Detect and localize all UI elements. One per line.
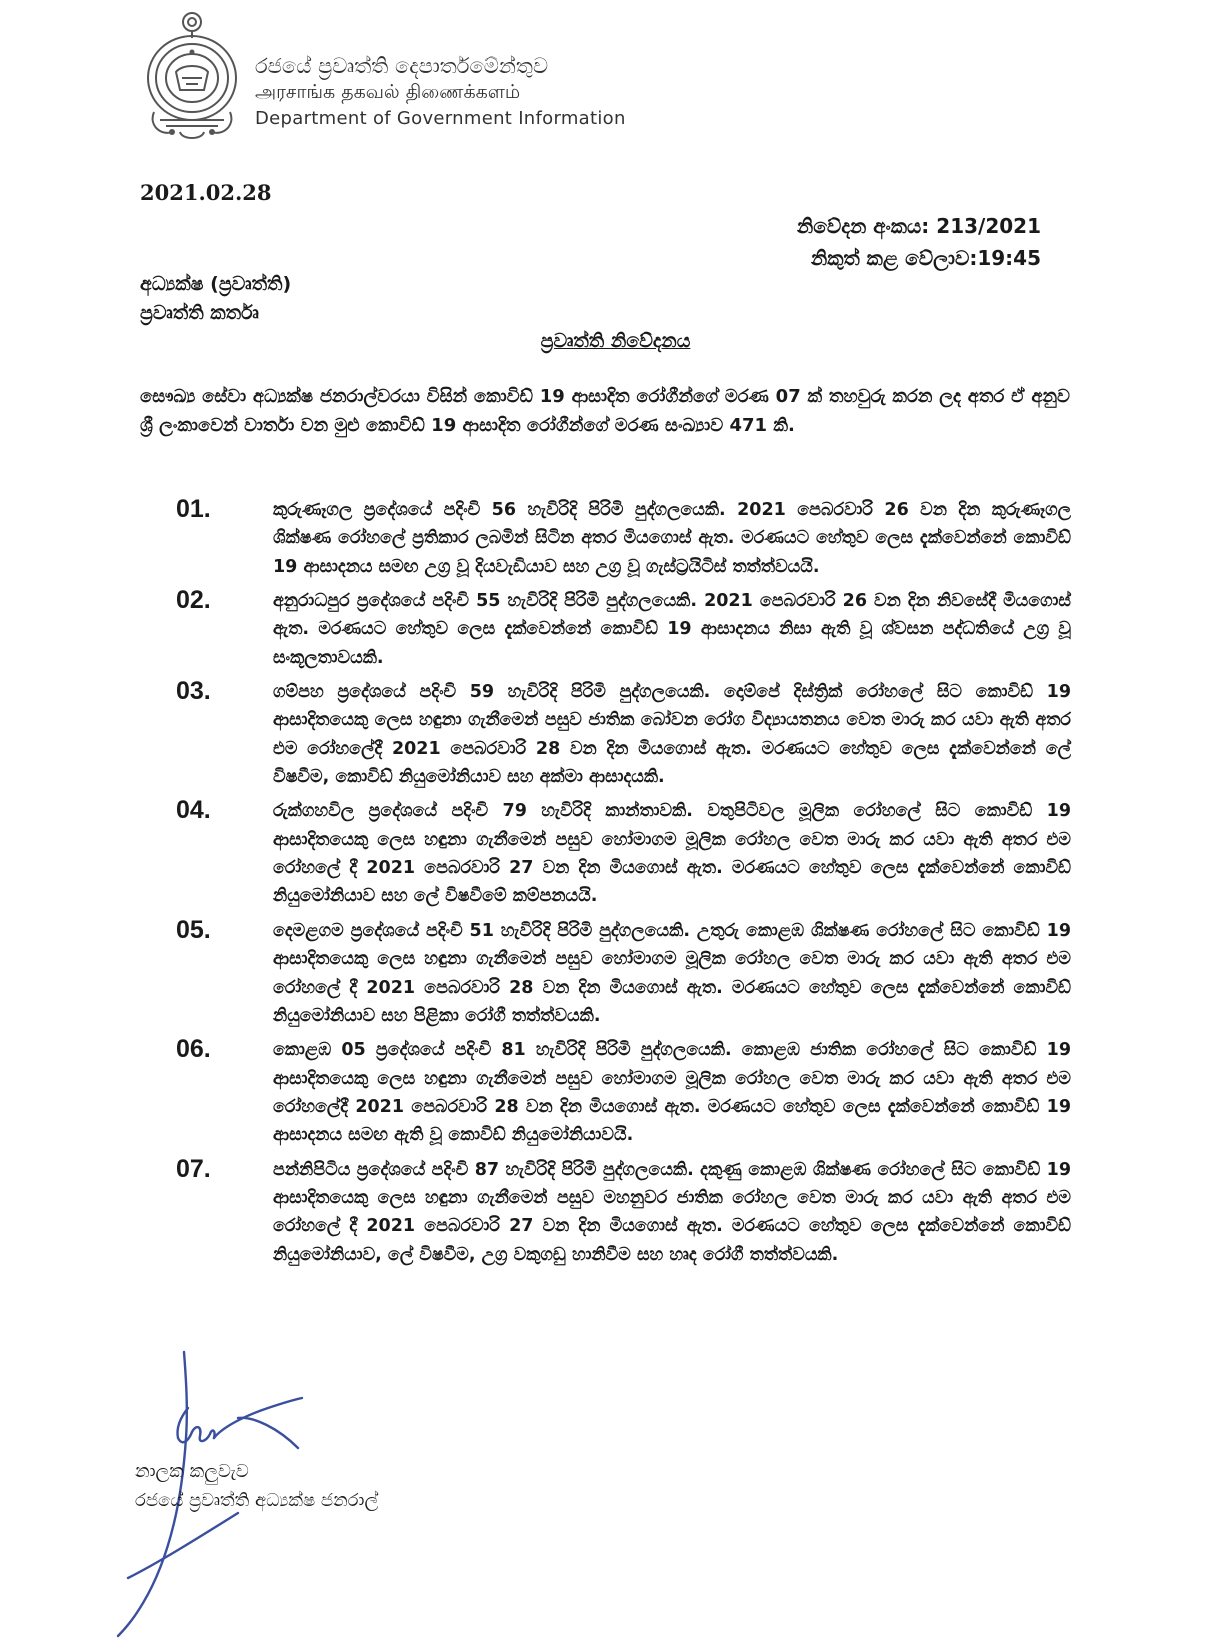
case-text: කුරුණෑගල ප්‍රදේශයේ පදිංචි 56 හැවිරිදි පිරිමි පුද්ගලයෙකි. 2021 පෙබරවාරි 26 වන දින කුරුණෑගල ශික්ෂණ රෝහලේ ප්‍රතිකාර ලබමින් සිටින අතර මියගොස් ඇත. මරණයට හේතුව ලෙස දැක්වෙන්නේ කොවිඩ් 19 ආසාදනය සමඟ උග්‍ර වූ දියවැඩියාව සහ උග්‍ර වූ ගැස්ට්‍රයිටිස් තත්ත්වයයි.: [273, 500, 1071, 577]
release-time: නිකුත් කළ වේලාව:19:45: [810, 246, 1041, 270]
signer-title: රජයේ ප්‍රවෘත්ති අධ්‍යක්ෂ ජනරාල්: [135, 1489, 379, 1511]
case-number: 01.: [176, 495, 211, 523]
case-number: 03.: [176, 677, 211, 706]
case-text: අනුරාධපුර ප්‍රදේශයේ පදිංචි 55 හැවිරිදි පිරිමි පුද්ගලයෙකි. 2021 පෙබරවාරි 26 වන දින නිවසේදී මියගොස් ඇත. මරණයට හේතුව ලෙස දැක්වෙන්නේ කොවිඩ් 19 ආසාදනය නිසා ඇති වූ ශ්වසන පද්ධතියේ උග්‍ර වූ සංකූලතාවයකි.: [273, 591, 1071, 668]
case-list: [176, 496, 1071, 1275]
dept-name-sinhala: රජයේ ප්‍රවෘත්ති දෙපාර්තමේන්තුව: [255, 54, 549, 78]
case-number: 05.: [176, 915, 211, 944]
intro-paragraph: සෞඛ්‍ය සේවා අධ්‍යක්ෂ ජනරාල්වරයා විසින් කොවිඩ් 19 ආසාදිත රෝගීන්ගේ මරණ 07 ක් තහවුරු කරන ලද අතර ඒ අනුව ශ්‍රී ලංකාවෙන් වාර්තා වන මුළු කොවිඩ් 19 ආසාදිත රෝගීන්ගේ මරණ සංඛ්‍යාව 471 කි.: [140, 386, 1070, 437]
case-item: [176, 917, 1071, 1030]
case-number: 04.: [176, 796, 211, 825]
case-text: කොළඹ 05 ප්‍රදේශයේ පදිංචි 81 හැවිරිදි පිරිමි පුද්ගලයෙකි. කොළඹ ජාතික රෝහලේ සිට කොවිඩ් 19 ආසාදිතයෙකු ලෙස හඳුනා ගැනීමෙන් පසුව හෝමාගම මූලික රෝහල වෙත මාරු කර යවා ඇති අතර එම රෝහලේදී 2021 පෙබරවාරි 28 වන දින මියගොස් ඇත. මරණයට හේතුව ලෙස දැක්වෙන්නේ කොවිඩ් 19 ආසාදනය සමඟ ඇති වූ කොවිඩ් නියුමෝනියාවයි.: [273, 1040, 1071, 1146]
recipient: ප්‍රවෘත්ති කර්තෘ: [140, 302, 259, 325]
case-text: දෙමළගම ප්‍රදේශයේ පදිංචි 51 හැවිරිදි පිරිමි පුද්ගලයෙකි. උතුරු කොළඹ ශික්ෂණ රෝහලේ සිට කොවිඩ් 19 ආසාදිතයෙකු ලෙස හඳුනා ගැනීමෙන් පසුව හෝමාගම මූලික රෝහල වෙත මාරු කර යවා ඇති අතර එම රෝහලේ දී 2021 පෙබරවාරි 28 වන දින මියගොස් ඇත. මරණයට හේතුව ලෙස දැක්වෙන්නේ කොවිඩ් නියුමෝනියාව සහ පිළිකා රෝගී තත්ත්වයකි.: [273, 920, 1071, 1026]
case-item: [176, 1036, 1071, 1149]
case-item: [176, 678, 1071, 791]
dept-name-tamil: அரசாங்க தகவல் திணைக்களம்: [255, 81, 521, 104]
case-item: [176, 496, 1071, 581]
document-heading: ප්‍රවෘත්ති නිවේදනය: [540, 330, 691, 352]
dept-name-english: Department of Government Information: [255, 107, 626, 129]
recipient: අධ්‍යක්ෂ (ප්‍රවෘත්ති): [140, 273, 292, 295]
case-item: [176, 1156, 1071, 1269]
case-text: පන්නිපිටිය ප්‍රදේශයේ පදිංචි 87 හැවිරිදි පිරිමි පුද්ගලයෙකි. දකුණු කොළඹ ශික්ෂණ රෝහලේ සිට කොවිඩ් 19 ආසාදිතයෙකු ලෙස හඳුනා ගැනීමෙන් පසුව මහනුවර ජාතික රෝහල වෙත මාරු කර යවා ඇති අතර එම රෝහලේ දී 2021 පෙබරවාරි 27 වන දින මියගොස් ඇත. මරණයට හේතුව ලෙස දැක්වෙන්නේ කොවිඩ් නියුමෝනියාව, ලේ විෂවීම, උග්‍ර වකුගඩු හානිවීම සහ හෘද රෝගී තත්ත්වයකි.: [273, 1159, 1071, 1265]
signer-block: [135, 1458, 378, 1516]
case-text: ගම්පහ ප්‍රදේශයේ පදිංචි 59 හැවිරිදි පිරිමි පුද්ගලයෙකි. දොම්පේ දිස්ත්‍රික් රෝහලේ සිට කොවිඩ් 19 ආසාදිතයෙකු ලෙස හඳුනා ගැනීමෙන් පසුව ජාතික බෝවන රෝග විද්‍යායතනය වෙත මාරු කර යවා ඇති අතර එම රෝහලේදී 2021 පෙබරවාරි 28 වන දින මියගොස් ඇත. මරණයට හේතුව ලෙස දැක්වෙන්නේ ලේ විෂවීම, කොවිඩ් නියුමෝනියාව සහ අක්මා ආසාදයකි.: [273, 682, 1071, 788]
case-number: 07.: [176, 1154, 211, 1183]
signer-name: නාලක කලුවැව: [135, 1461, 249, 1482]
case-item: [176, 587, 1071, 672]
case-item: [176, 797, 1071, 910]
release-date: 2021.02.28: [140, 180, 272, 205]
case-text: රුක්ගහවිල ප්‍රදේශයේ පදිංචි 79 හැවිරිදි කාන්තාවකි. වතුපිටිවල මූලික රෝහලේ සිට කොවිඩ් 19 ආසාදිතයෙකු ලෙස හඳුනා ගැනීමෙන් පසුව හෝමාගම මූලික රෝහල වෙත මාරු කර යවා ඇති අතර එම රෝහලේ දී 2021 පෙබරවාරි 27 වන දින මියගොස් ඇත. මරණයට හේතුව ලෙස දැක්වෙන්නේ කොවිඩ් නියුමෝනියාව සහ ලේ විෂවීමේ කම්පනයයි.: [273, 801, 1071, 907]
sri-lanka-emblem-icon: [142, 8, 242, 144]
recipients: [140, 270, 291, 329]
case-number: 02.: [176, 586, 211, 615]
release-number: නිවේදන අංකය: 213/2021: [796, 214, 1041, 238]
reference-block: [797, 210, 1041, 274]
case-number: 06.: [176, 1035, 211, 1064]
department-name: [255, 54, 626, 130]
